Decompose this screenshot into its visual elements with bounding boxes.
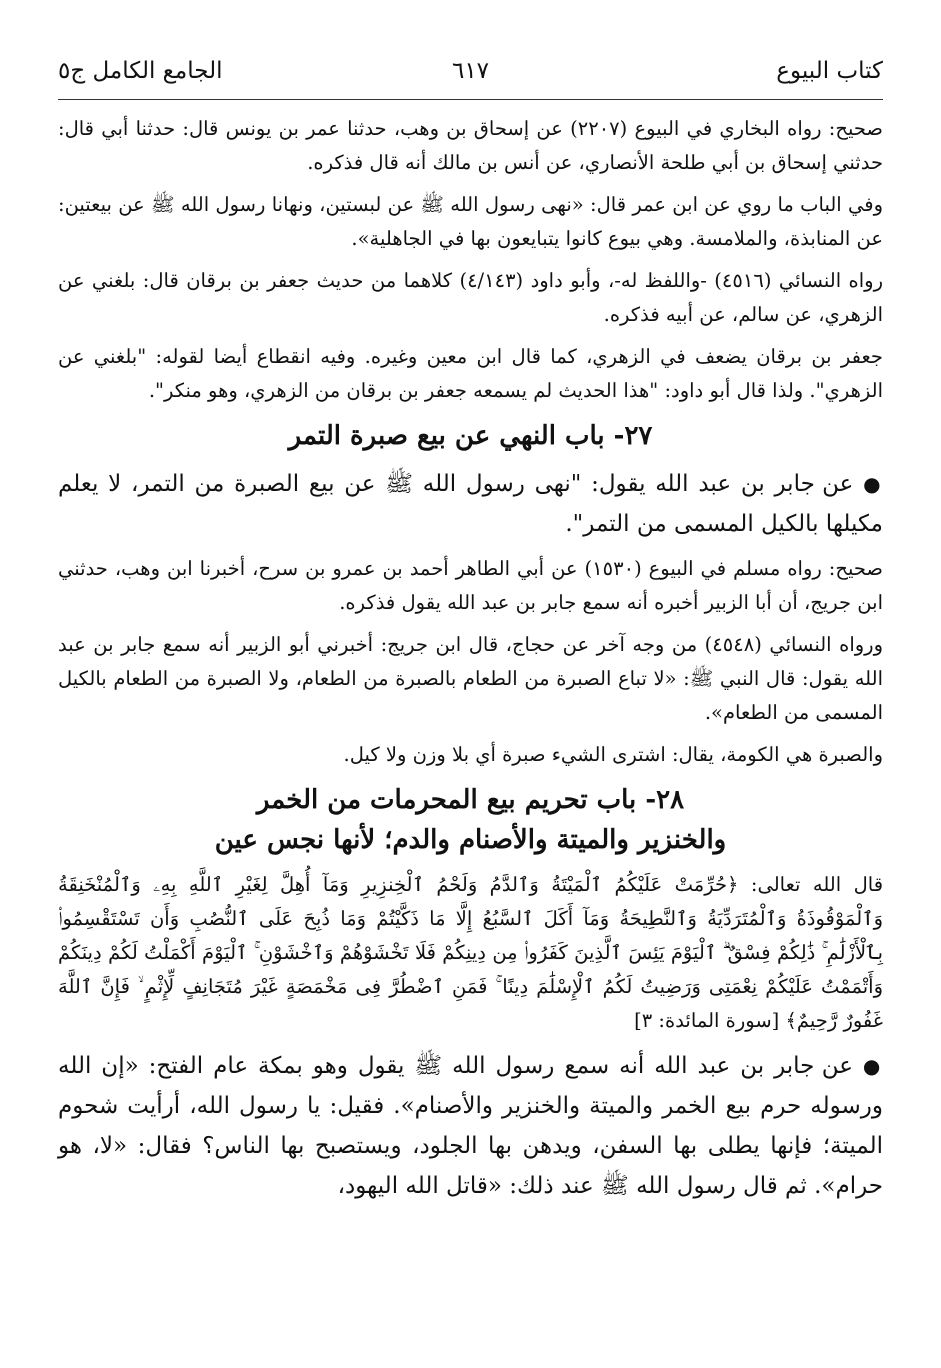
quran-quote — [58, 868, 883, 1038]
commentary-paragraph: جعفر بن برقان يضعف في الزهري، كما قال ابن معين وغيره. وفيه انقطاع أيضا لقوله: "بلغني عن الزهري". ولذا قال أبو داود: "هذا الحديث لم يسمعه جعفر بن برقان من الزهري، وهو منكر". — [58, 345, 883, 402]
quran-intro: قال الله تعالى: — [750, 873, 884, 896]
hadith-text-28: عن جابر بن عبد الله أنه سمع رسول الله ﷺ يقول وهو بمكة عام الفتح: «إن الله ورسوله حرم بيع الخمر والميتة والخنزير والأصنام». فقيل: يا رسول الله، أرأيت شحوم الميتة؛ فإنها يطلى بها السفن، ويدهن بها الجلود، ويستصبح بها الناس؟ فقال: «لا، هو حرام». ثم قال رسول الله ﷺ عند ذلك: «قاتل الله اليهود، — [58, 1053, 883, 1199]
chapter-heading-28-line1: ٢٨- باب تحريم بيع المحرمات من الخمر — [256, 785, 685, 815]
chapter-heading-28 — [58, 780, 883, 860]
page-body — [58, 112, 883, 1214]
hadith-text — [58, 1046, 883, 1206]
definition-paragraph: والصبرة هي الكومة، يقال: اشترى الشيء صبرة أي بلا وزن ولا كيل. — [343, 743, 883, 766]
chapter-heading-28-line2: والخنزير والميتة والأصنام والدم؛ لأنها نجس عين — [214, 825, 727, 855]
hadith-text-27: عن جابر بن عبد الله يقول: "نهى رسول الله ﷺ عن بيع الصبرة من التمر، لا يعلم مكيلها بالكيل المسمى من التمر". — [58, 471, 883, 537]
series-title: الجامع الكامل ج٥ — [58, 58, 223, 84]
chapter-heading-27: ٢٧- باب النهي عن بيع صبرة التمر — [288, 421, 653, 451]
header-rule — [58, 99, 883, 100]
bullet-icon: ● — [862, 1054, 884, 1078]
related-hadith-paragraph: وفي الباب ما روي عن ابن عمر قال: «نهى رسول الله ﷺ عن لبستين، ونهانا رسول الله ﷺ عن بيعتين: عن المنابذة، والملامسة. وهي بيوع كانوا يتبايعون بها في الجاهلية». — [58, 193, 883, 250]
bullet-icon: ● — [863, 472, 884, 496]
takhrij-paragraph: رواه النسائي (٤٥١٦) -واللفظ له-، وأبو داود (٤/١٤٣) كلاهما من حديث جعفر بن برقان قال: بلغني عن الزهري، عن سالم، عن أبيه فذكره. — [58, 269, 884, 326]
takhrij-paragraph: ورواه النسائي (٤٥٤٨) من وجه آخر عن حجاج، قال ابن جريج: أخبرني أبو الزبير أنه سمع جابر بن عبد الله يقول: قال النبي ﷺ: «لا تباع الصبرة من الطعام بالصبرة من الطعام، ولا الصبرة من الطعام بالكيل المسمى من الطعام». — [58, 633, 884, 724]
book-title: كتاب البيوع — [776, 58, 883, 84]
page-header — [58, 58, 883, 92]
quran-reference: [سورة المائدة: ٣] — [634, 1009, 780, 1032]
quran-verse: ﴿حُرِّمَتْ عَلَيْكُمُ ٱلْمَيْتَةُ وَٱلدَّمُ وَلَحْمُ ٱلْخِنزِيرِ وَمَآ أُهِلَّ لِغَيْرِ ٱللَّهِ بِهِۦ وَٱلْمُنْخَنِقَةُ وَٱلْمَوْقُوذَةُ وَٱلْمُتَرَدِّيَةُ وَٱلنَّطِيحَةُ وَمَآ أَكَلَ ٱلسَّبُعُ إِلَّا مَا ذَكَّيْتُمْ وَمَا ذُبِحَ عَلَى ٱلنُّصُبِ وَأَن تَسْتَقْسِمُوا۟ بِٱلْأَزْلَٰمِ ۚ ذَٰلِكُمْ فِسْقٌ ۗ ٱلْيَوْمَ يَئِسَ ٱلَّذِينَ كَفَرُوا۟ مِن دِينِكُمْ فَلَا تَخْشَوْهُمْ وَٱخْشَوْنِ ۚ ٱلْيَوْمَ أَكْمَلْتُ لَكُمْ دِينَكُمْ وَأَتْمَمْتُ عَلَيْكُمْ نِعْمَتِى وَرَضِيتُ لَكُمُ ٱلْإِسْلَٰمَ دِينًا ۚ فَمَنِ ٱضْطُرَّ فِى مَخْمَصَةٍ غَيْرَ مُتَجَانِفٍ لِّإِثْمٍ ۙ فَإِنَّ ٱللَّهَ غَفُورٌ رَّحِيمٌ﴾ — [58, 873, 883, 1032]
page-number: ٦١٧ — [451, 58, 490, 84]
takhrij-paragraph: صحيح: رواه البخاري في البيوع (٢٢٠٧) عن إسحاق بن وهب، حدثنا عمر بن يونس قال: حدثنا أبي قال: حدثني إسحاق بن أبي طلحة الأنصاري، عن أنس بن مالك أنه قال فذكره. — [58, 117, 883, 174]
takhrij-paragraph: صحيح: رواه مسلم في البيوع (١٥٣٠) عن أبي الطاهر أحمد بن عمرو بن سرح، أخبرنا ابن وهب، حدثني ابن جريج، أن أبا الزبير أخبره أنه سمع جابر بن عبد الله يقول فذكره. — [58, 557, 883, 614]
hadith-text — [58, 464, 883, 544]
